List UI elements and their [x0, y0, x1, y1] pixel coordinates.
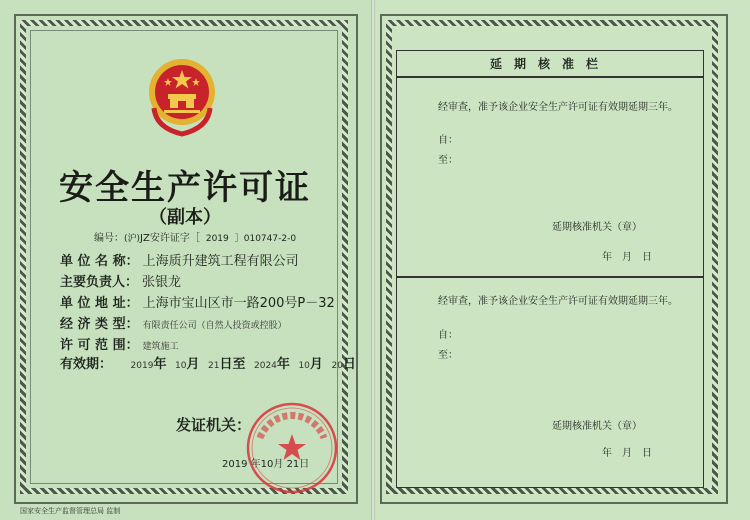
extension-authority: 延期核准机关（章）	[552, 222, 642, 233]
footer-supervisor: 国家安全生产监督管理总局 监制	[20, 507, 121, 515]
extension-block-2	[396, 276, 704, 488]
number-label: 编号：	[94, 233, 124, 244]
extension-text: 经审查，准予该企业安全生产许可证有效期延期三年。	[438, 102, 678, 113]
field-label: 主要负责人：	[60, 275, 139, 290]
page-gutter	[371, 0, 375, 520]
to-word: 日至	[219, 357, 246, 372]
certificate-number	[94, 229, 296, 244]
validity-to-day: 20	[331, 361, 343, 371]
field-address	[60, 292, 335, 311]
month-char: 月	[309, 357, 323, 372]
field-label: 单 位 地 址：	[60, 296, 139, 311]
number-prefix: (沪)	[124, 234, 141, 244]
month-char: 月	[273, 459, 284, 470]
field-value: 上海质升建筑工程有限公司	[142, 254, 299, 269]
field-value: 建筑施工	[142, 342, 179, 352]
national-emblem-icon	[146, 58, 218, 138]
number-year: 2019	[205, 234, 229, 244]
day-char: 日	[299, 459, 310, 470]
extension-date: 年 月 日	[602, 448, 652, 459]
month-char: 月	[186, 357, 200, 372]
year-char: 年	[153, 357, 167, 372]
validity-to-year: 2024	[254, 361, 277, 371]
issuer-label: 发证机关：	[176, 416, 252, 434]
extension-text: 经审查，准予该企业安全生产许可证有效期延期三年。	[438, 296, 678, 307]
extension-to-label: 至：	[438, 155, 458, 166]
issue-year: 2019	[222, 459, 248, 470]
field-unit-name	[60, 250, 299, 269]
number-suffix: ］010747-2-0	[234, 234, 297, 244]
day-char: 日	[342, 357, 356, 372]
official-seal-stamp	[242, 398, 342, 498]
field-principal	[60, 271, 181, 290]
number-mid: JZ安许证字［	[140, 233, 200, 244]
extension-from-label: 自：	[438, 135, 458, 146]
year-char: 年	[276, 357, 290, 372]
field-label: 许 可 范 围：	[60, 338, 139, 353]
issue-day: 21	[286, 459, 300, 470]
field-value: 上海市宝山区市一路200号P－32	[142, 296, 335, 311]
year-char: 年	[250, 459, 261, 470]
issue-month: 10	[260, 459, 274, 470]
validity-from-month: 10	[175, 361, 187, 371]
field-scope	[60, 334, 179, 353]
extension-date: 年 月 日	[602, 252, 652, 263]
certificate-subtitle: （副本）	[149, 207, 221, 228]
extension-authority: 延期核准机关（章）	[552, 421, 642, 432]
extension-header: 延期核准栏	[396, 50, 704, 78]
field-validity	[60, 353, 356, 372]
field-value: 有限责任公司（自然人投资或控股）	[142, 321, 287, 331]
validity-to-month: 10	[298, 361, 310, 371]
validity-from-year: 2019	[130, 361, 154, 371]
field-label: 单 位 名 称：	[60, 254, 139, 269]
field-economic-type	[60, 313, 287, 332]
extension-from-label: 自：	[438, 330, 458, 341]
extension-to-label: 至：	[438, 350, 458, 361]
validity-label: 有效期：	[60, 357, 113, 372]
field-label: 经 济 类 型：	[60, 317, 139, 332]
validity-from-day: 21	[208, 361, 220, 371]
certificate-title: 安全生产许可证	[59, 168, 311, 208]
field-value: 张银龙	[142, 275, 182, 290]
